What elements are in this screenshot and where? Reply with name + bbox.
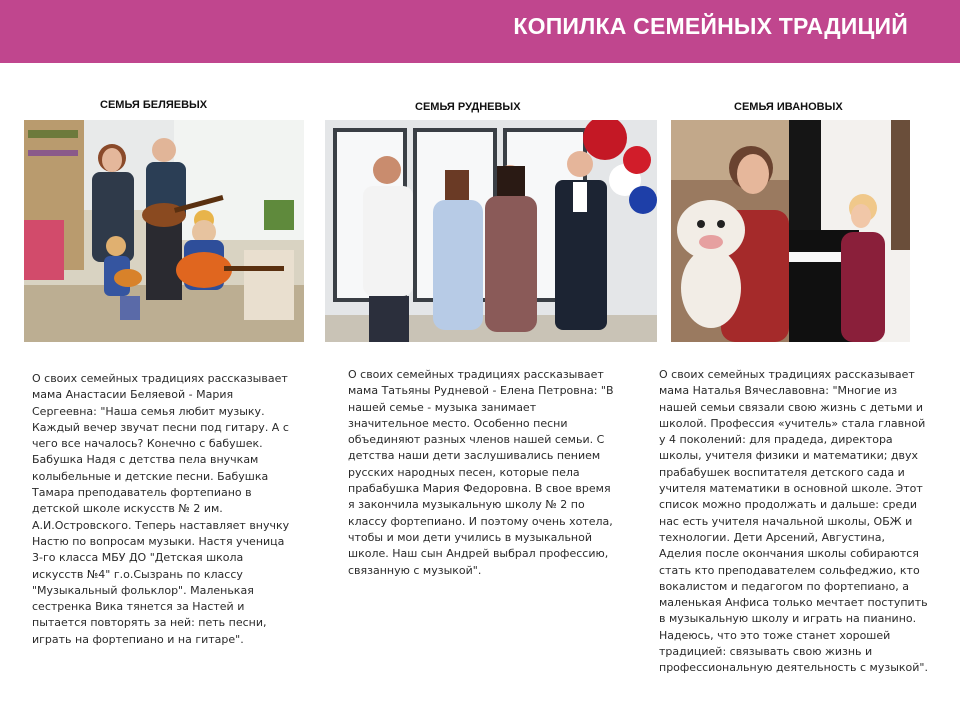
family-photo-ivanov xyxy=(671,120,910,342)
page-title: КОПИЛКА СЕМЕЙНЫХ ТРАДИЦИЙ xyxy=(513,13,908,39)
family-story-rudnev xyxy=(348,367,614,579)
family-story-text: О своих семейных традициях рассказывает мама Татьяны Рудневой - Елена Петровна: "В нашей семье - музыка занимает значительное место. Особенно песни объединяют разных членов нашей семьи. С детства наши дети заслушивались пением русских народных песен, которые пела прабабушка Мария Федоровна. В свое время я закончила музыкальную школу № 2 по классу фортепиано. И поэтому очень хотела, чтобы и мои дети учились в музыкальной школе. Наш сын Андрей выбрал профессию, связанную с музыкой". xyxy=(348,368,614,577)
family-title-belyaev: СЕМЬЯ БЕЛЯЕВЫХ xyxy=(100,99,208,111)
header-banner xyxy=(0,0,960,63)
family-story-text: О своих семейных традициях рассказывает мама Наталья Вячеславовна: "Многие из нашей семьи связали свою жизнь с детьми и школой. Профессия «учитель» стала главной у 4 поколений: для прадеда, директора школы, учителя физики и математики; двух прабабушек воспитателя детского сада и учителя математики в основной школе. Этот список можно продолжать и дальше: среди нас есть учителя начальной школы, ОБЖ и технологии. Дети Арсений, Августина, Аделия после окончания школы собираются стать кто преподавателем сольфеджио, кто вокалистом и педагогом по фортепиано, а маленькая Анфиса только мечтает поступить в музыкальную школу и играть на пианино. Надеюсь, что это тоже станет хорошей традицией: связывать свою жизнь и профессиональную деятельность с музыкой". xyxy=(659,368,928,675)
family-story-belyaev xyxy=(32,371,298,648)
family-title-ivanov: СЕМЬЯ ИВАНОВЫХ xyxy=(734,101,843,113)
family-title-rudnev: СЕМЬЯ РУДНЕВЫХ xyxy=(415,101,521,113)
family-photo-belyaev xyxy=(24,120,304,342)
family-photo-rudnev xyxy=(325,120,657,342)
family-story-ivanov xyxy=(659,367,929,677)
family-story-text: О своих семейных традициях рассказывает мама Анастасии Беляевой - Мария Сергеевна: "Наша семья любит музыку. Каждый вечер звучат песни под гитару. А с чего все началось? Конечно с бабушек. Бабушка Надя с детства пела внучкам колыбельные и детские песни. Бабушка Тамара преподаватель фортепиано в детской школе искусств № 2 им. А.И.Островского. Теперь наставляет внучку Настю по вопросам музыки. Настя ученица 3-го класса МБУ ДО "Детская школа искусств №4" г.о.Сызрань по классу "Музыкальный фольклор". Маленькая сестренка Вика тянется за Настей и пытается повторять за ней: петь песни, играть на фортепиано и на гитаре". xyxy=(32,372,290,646)
